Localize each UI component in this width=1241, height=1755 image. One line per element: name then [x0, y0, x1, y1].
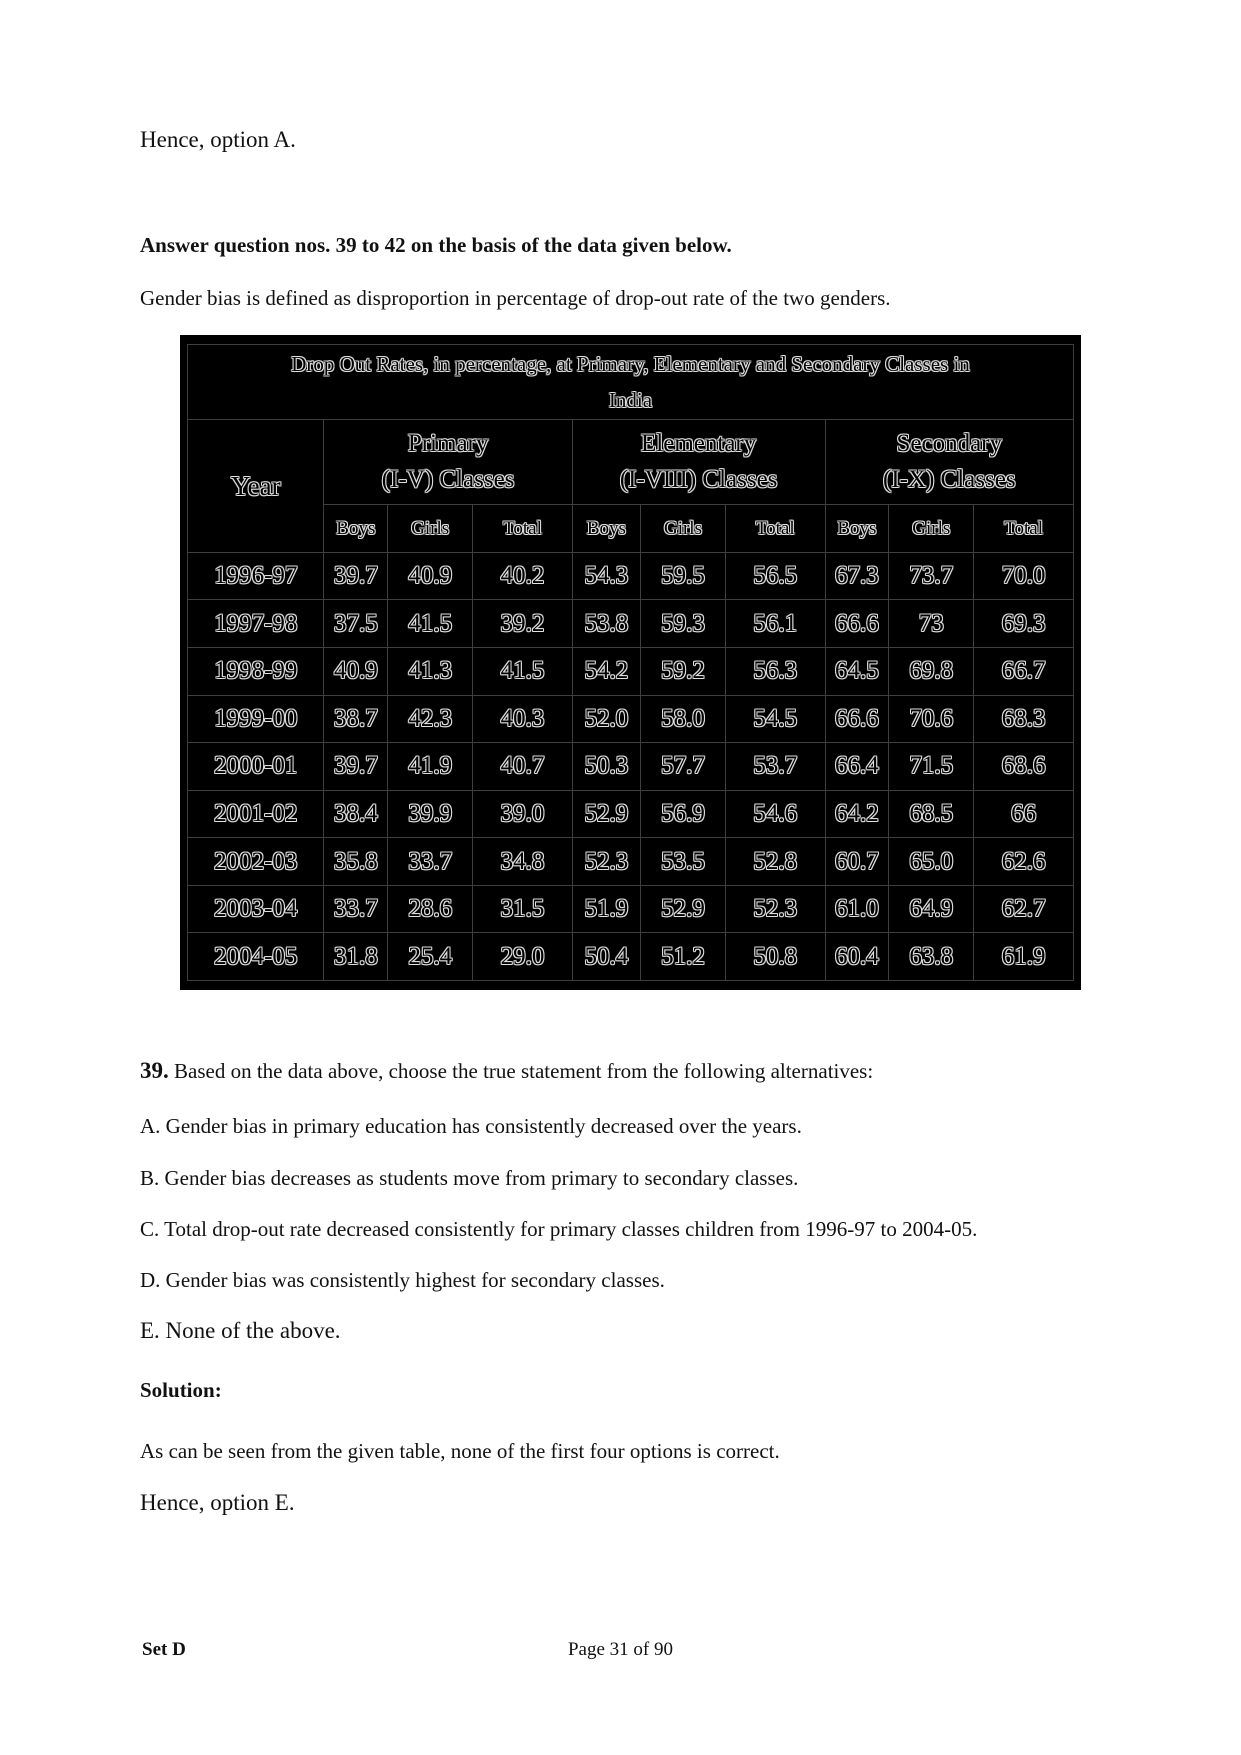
- table-cell: 71.5: [889, 743, 974, 791]
- table-cell: 66: [974, 790, 1074, 838]
- solution-text: As can be seen from the given table, none of the first four options is correct.: [140, 1439, 780, 1463]
- row-year: 2004-05: [188, 933, 324, 981]
- footer-set-label: Set D: [142, 1639, 186, 1660]
- table-cell: 34.8: [473, 838, 573, 886]
- table-cell: 39.2: [473, 600, 573, 648]
- row-year: 1999-00: [188, 695, 324, 743]
- table-cell: 39.9: [388, 790, 473, 838]
- table-cell: 50.8: [725, 933, 825, 981]
- table-row: [188, 695, 1074, 743]
- table-cell: 54.5: [725, 695, 825, 743]
- table-cell: 41.5: [473, 647, 573, 695]
- dropout-rates-table: [187, 344, 1074, 981]
- table-cell: 53.8: [572, 600, 640, 648]
- table-cell: 68.5: [889, 790, 974, 838]
- group-name: Primary: [407, 430, 489, 458]
- previous-answer-conclusion: Hence, option A.: [140, 127, 296, 152]
- table-cell: 41.9: [388, 743, 473, 791]
- table-cell: 51.2: [640, 933, 725, 981]
- table-row: [188, 647, 1074, 695]
- table-cell: 28.6: [388, 885, 473, 933]
- table-cell: 62.6: [974, 838, 1074, 886]
- dropout-rates-table-image: [180, 335, 1081, 990]
- table-cell: 60.7: [825, 838, 889, 886]
- table-row: [188, 600, 1074, 648]
- table-row: [188, 838, 1074, 886]
- table-row: [188, 933, 1074, 981]
- table-cell: 66.6: [825, 695, 889, 743]
- table-cell: 31.5: [473, 885, 573, 933]
- row-year: 2000-01: [188, 743, 324, 791]
- table-cell: 40.7: [473, 743, 573, 791]
- table-cell: 40.2: [473, 552, 573, 600]
- table-cell: 52.9: [640, 885, 725, 933]
- table-cell: 56.1: [725, 600, 825, 648]
- table-cell: 39.0: [473, 790, 573, 838]
- gender-bias-definition: Gender bias is defined as disproportion in percentage of drop-out rate of the two genders.: [140, 286, 891, 310]
- column-subheader: Boys: [825, 505, 889, 553]
- row-year: 2002-03: [188, 838, 324, 886]
- group-classes: (I-VIII) Classes: [619, 466, 778, 494]
- table-body: [188, 552, 1074, 980]
- solution-heading: Solution:: [140, 1378, 222, 1402]
- table-cell: 68.6: [974, 743, 1074, 791]
- table-cell: 61.0: [825, 885, 889, 933]
- table-cell: 38.7: [324, 695, 388, 743]
- column-subheader: Boys: [324, 505, 388, 553]
- table-cell: 50.4: [572, 933, 640, 981]
- table-cell: 41.5: [388, 600, 473, 648]
- table-cell: 33.7: [324, 885, 388, 933]
- table-cell: 52.3: [725, 885, 825, 933]
- footer-page-number: Page 31 of 90: [567, 1639, 673, 1660]
- question-set-instruction: Answer question nos. 39 to 42 on the basis of the data given below.: [140, 233, 732, 257]
- table-cell: 65.0: [889, 838, 974, 886]
- table-cell: 54.3: [572, 552, 640, 600]
- table-cell: 67.3: [825, 552, 889, 600]
- table-cell: 40.9: [324, 647, 388, 695]
- group-name: Elementary: [641, 430, 757, 458]
- table-row: [188, 885, 1074, 933]
- table-row: [188, 743, 1074, 791]
- table-cell: 57.7: [640, 743, 725, 791]
- table-cell: 70.6: [889, 695, 974, 743]
- table-row: [188, 552, 1074, 600]
- table-cell: 52.9: [572, 790, 640, 838]
- option-e: E. None of the above.: [140, 1318, 341, 1343]
- table-cell: 40.9: [388, 552, 473, 600]
- row-year: 1996-97: [188, 552, 324, 600]
- table-cell: 56.5: [725, 552, 825, 600]
- table-cell: 66.6: [825, 600, 889, 648]
- table-cell: 50.3: [572, 743, 640, 791]
- column-subheader: Girls: [889, 505, 974, 553]
- question-39: [140, 1058, 873, 1084]
- table-cell: 69.8: [889, 647, 974, 695]
- table-title-line1: Drop Out Rates, in percentage, at Primary, Elementary and Secondary Classes in: [291, 352, 970, 377]
- table-cell: 69.3: [974, 600, 1074, 648]
- option-a: A. Gender bias in primary education has consistently decreased over the years.: [140, 1114, 802, 1138]
- row-year: 2001-02: [188, 790, 324, 838]
- table-cell: 66.7: [974, 647, 1074, 695]
- option-c: C. Total drop-out rate decreased consistently for primary classes children from 1996-97 to 2004-05.: [140, 1217, 978, 1241]
- table-cell: 73.7: [889, 552, 974, 600]
- table-cell: 60.4: [825, 933, 889, 981]
- table-row: [188, 790, 1074, 838]
- question-text: Based on the data above, choose the true statement from the following alternatives:: [174, 1059, 874, 1083]
- table-cell: 33.7: [388, 838, 473, 886]
- option-d: D. Gender bias was consistently highest for secondary classes.: [140, 1268, 665, 1292]
- column-subheader: Total: [473, 505, 573, 553]
- table-cell: 63.8: [889, 933, 974, 981]
- table-cell: 64.2: [825, 790, 889, 838]
- group-classes: (I-X) Classes: [882, 466, 1016, 494]
- table-cell: 39.7: [324, 552, 388, 600]
- row-year: 1997-98: [188, 600, 324, 648]
- table-cell: 56.3: [725, 647, 825, 695]
- table-cell: 38.4: [324, 790, 388, 838]
- table-cell: 37.5: [324, 600, 388, 648]
- table-cell: 39.7: [324, 743, 388, 791]
- table-cell: 66.4: [825, 743, 889, 791]
- table-cell: 59.5: [640, 552, 725, 600]
- table-cell: 51.9: [572, 885, 640, 933]
- table-cell: 54.2: [572, 647, 640, 695]
- question-number: 39.: [140, 1058, 169, 1083]
- column-subheader: Total: [725, 505, 825, 553]
- table-cell: 61.9: [974, 933, 1074, 981]
- column-subheader: Girls: [640, 505, 725, 553]
- table-cell: 54.6: [725, 790, 825, 838]
- year-header: Year: [188, 420, 324, 552]
- table-cell: 52.0: [572, 695, 640, 743]
- table-cell: 62.7: [974, 885, 1074, 933]
- table-title: [188, 345, 1074, 420]
- group-classes: (I-V) Classes: [381, 466, 515, 494]
- table-cell: 64.5: [825, 647, 889, 695]
- column-subheader: Girls: [388, 505, 473, 553]
- table-cell: 73: [889, 600, 974, 648]
- table-cell: 53.7: [725, 743, 825, 791]
- table-cell: 70.0: [974, 552, 1074, 600]
- table-cell: 52.8: [725, 838, 825, 886]
- row-year: 1998-99: [188, 647, 324, 695]
- column-subheader: Total: [974, 505, 1074, 553]
- table-cell: 58.0: [640, 695, 725, 743]
- solution-conclusion: Hence, option E.: [140, 1490, 295, 1515]
- table-cell: 59.3: [640, 600, 725, 648]
- table-cell: 56.9: [640, 790, 725, 838]
- table-cell: 52.3: [572, 838, 640, 886]
- table-cell: 53.5: [640, 838, 725, 886]
- table-title-line2: India: [608, 388, 653, 413]
- table-cell: 64.9: [889, 885, 974, 933]
- secondary-group-header: [825, 420, 1073, 505]
- table-cell: 31.8: [324, 933, 388, 981]
- table-cell: 29.0: [473, 933, 573, 981]
- group-name: Secondary: [896, 430, 1003, 458]
- option-b: B. Gender bias decreases as students move from primary to secondary classes.: [140, 1166, 799, 1190]
- elementary-group-header: [572, 420, 825, 505]
- table-cell: 40.3: [473, 695, 573, 743]
- table-cell: 59.2: [640, 647, 725, 695]
- table-cell: 68.3: [974, 695, 1074, 743]
- table-cell: 42.3: [388, 695, 473, 743]
- table-cell: 25.4: [388, 933, 473, 981]
- table-cell: 41.3: [388, 647, 473, 695]
- column-subheader: Boys: [572, 505, 640, 553]
- table-cell: 35.8: [324, 838, 388, 886]
- primary-group-header: [324, 420, 572, 505]
- row-year: 2003-04: [188, 885, 324, 933]
